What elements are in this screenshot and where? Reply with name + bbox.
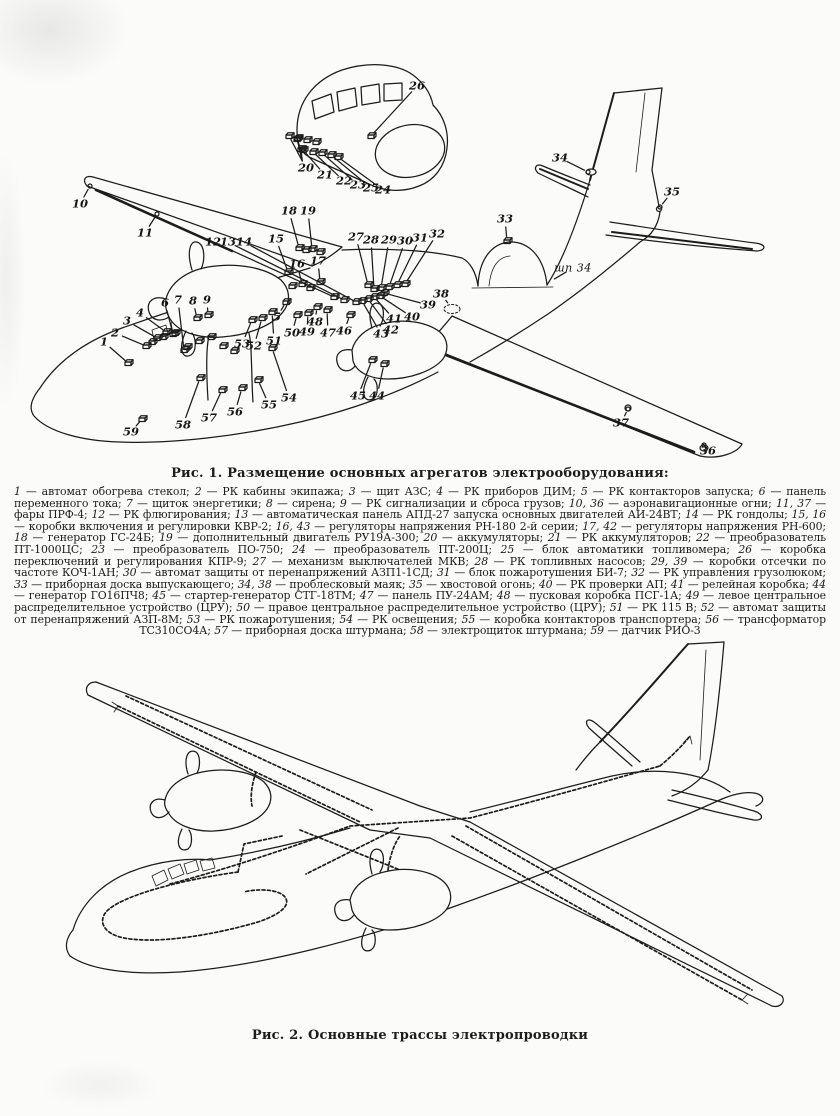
callout-label: 10 [71, 196, 89, 211]
legend-item: 2 — РК кабины экипажа; [194, 485, 349, 498]
callout-label: 26 [408, 78, 426, 93]
callout-label: 17 [309, 253, 327, 268]
callout-label: 46 [335, 323, 353, 338]
equipment-box [353, 312, 355, 318]
leader-line [662, 198, 667, 204]
callout-label: 9 [202, 292, 212, 307]
equipment-box [310, 137, 312, 143]
callout-label: 52 [245, 338, 263, 353]
callout-label: 54 [280, 390, 298, 405]
legend-item: 9 — РК сигнализации и сброса грузов; [339, 496, 569, 510]
legend-item: 3 — щит АЗС; [348, 485, 437, 498]
equipment-box [131, 360, 133, 366]
legend-item: 6 — панель переменного тока; [14, 485, 826, 510]
leader-line [237, 392, 241, 404]
legend-item: 16, 43 — регуляторы напряжения РН-180 2-й серии; [275, 519, 583, 533]
equipment-box [289, 299, 291, 305]
equipment-box [330, 307, 332, 313]
leader-line [446, 300, 448, 302]
legend-item: 14 — РК гондолы; [684, 508, 792, 522]
figure1-caption: Рис. 1. Размещение основных агрегатов электрооборудования: [171, 466, 669, 481]
callout-label: 21 [316, 167, 334, 182]
legend-item: 59 — датчик РИО-3 [590, 624, 701, 638]
leader-line [134, 325, 154, 336]
legend-item: 19 — дополнительный двигатель РУ19А-300; [159, 531, 424, 545]
callout-label: 32 [428, 226, 446, 241]
callout-label: 40 [403, 309, 421, 324]
callout-label: шп 34 [554, 261, 592, 275]
equipment-box [225, 387, 227, 393]
callout-label: 18 [280, 203, 298, 218]
equipment-box [203, 375, 205, 381]
callout-label: 53 [233, 336, 251, 351]
callout-label: 29 [380, 232, 398, 247]
callout-label: 12 [204, 234, 222, 249]
legend-item: 30 — автомат защиты от перенапряжений АЗП1-1СД; [122, 566, 437, 580]
equipment-box [295, 283, 297, 289]
equipment-box [226, 343, 228, 349]
fuselage [31, 177, 640, 442]
leader-line [309, 219, 312, 245]
callout-label: 45 [349, 388, 367, 403]
legend-item: 25 — блок автоматики топливомера; [500, 542, 739, 556]
callout-label: 34 [551, 150, 569, 165]
legend-item: 27 — механизм выключателей МКВ; [252, 554, 475, 568]
leader-line [388, 294, 420, 303]
leader-line [358, 245, 367, 281]
callout-label: 8 [188, 293, 198, 308]
leader-line [260, 384, 266, 398]
tail2 [576, 642, 763, 820]
callout-label: 48 [306, 314, 324, 329]
leader-line [319, 269, 320, 278]
legend-item: 52 — автомат защиты от перенапряжений АЗП-8М; [14, 600, 826, 626]
legend-item: 50 — правое центральное распределительное устройство (ЦРУ); [236, 600, 610, 614]
callout-label: 22 [335, 173, 353, 188]
callout-label: 24 [374, 182, 392, 197]
legend-item: 7 — щиток энергетики; [125, 496, 266, 510]
callout-label: 16 [288, 256, 306, 271]
legend-item: 29, 39 — коробки отсечки по частоте КОЧ-1АН; [14, 554, 826, 580]
legend-item: 48 — пусковая коробка ПСГ-1А; [496, 589, 686, 603]
legend-item: 23 — преобразователь ПО-750; [91, 542, 293, 556]
figure1-drawing [31, 65, 764, 458]
legend-item: 17, 42 — регуляторы напряжения РН-600; [582, 519, 826, 533]
callout-label: 42 [382, 322, 400, 337]
callout-label: 59 [122, 424, 140, 439]
callout-label: 56 [226, 404, 244, 419]
legend-item: 35 — хвостовой огонь; [409, 577, 539, 591]
callout-label: 47 [319, 325, 337, 340]
callout-label: 6 [160, 295, 170, 310]
legend-item: 4 — РК приборов ДИМ; [436, 485, 581, 498]
callout-label: 3 [122, 313, 132, 328]
callout-label: 23 [349, 177, 367, 192]
legend-item: 34, 38 — проблесковый маяк; [237, 577, 410, 591]
equipment-box [316, 149, 318, 155]
legend-item: 8 — сирена; [265, 496, 340, 510]
legend-item: 21 — РК аккумуляторов; [547, 531, 697, 545]
equipment-box [323, 279, 325, 285]
legend-item: 49 — левое центральное распределительное устройство (ЦРУ); [14, 589, 827, 614]
legend-item: 28 — РК топливных насосов; [474, 554, 652, 568]
leader-line [567, 162, 584, 171]
legend-item: 31 — блок пожаротушения БИ-7; [436, 566, 632, 580]
callout-label: 13 [219, 234, 237, 249]
callout-label: 27 [347, 229, 365, 244]
legend-item: 32 — РК управления грузолюком; [631, 566, 826, 580]
equipment-box [510, 238, 512, 244]
leader-line [122, 336, 142, 344]
legend-item: 55 — коробка контакторов транспортера; [461, 612, 706, 626]
callout-label: 28 [362, 232, 380, 247]
callout-label: 19 [299, 203, 317, 218]
callout-label: 5 [272, 309, 282, 324]
equipment-box [261, 377, 263, 383]
leader-line [371, 248, 373, 285]
callout-label: 33 [496, 211, 514, 226]
equipment-box [374, 133, 376, 139]
callout-label: 4 [135, 305, 145, 320]
legend-item: 1 — автомат обогрева стекол; [14, 485, 195, 498]
callout-label: 15 [267, 231, 285, 246]
figure2-caption: Рис. 2. Основные трассы электропроводки [251, 1028, 589, 1043]
nacelle2-near [335, 849, 451, 951]
callout-label: 1 [99, 334, 109, 349]
legend-item: 41 — релейная коробка; [670, 577, 813, 591]
callout-label: 2 [110, 325, 120, 340]
callout-label: 30 [396, 233, 414, 248]
legend-item: 33 — приборная доска выпускающего; [14, 577, 238, 591]
equipment-box [245, 385, 247, 391]
leader-line [273, 352, 286, 391]
legend-item: 22 — преобразователь ПТ-1000ЦС; [14, 531, 826, 556]
legend-item: 56 — трансформатор ТС310СО4А; [139, 612, 827, 638]
callout-label: 37 [612, 415, 630, 430]
callout-label: 50 [283, 325, 301, 340]
leader-line [279, 247, 287, 269]
callout-layer [72, 79, 716, 458]
legend-item: 44 — генератор ГО16ПЧ8; [14, 577, 826, 603]
leader-line [110, 347, 125, 360]
equipment-box [319, 139, 321, 145]
callout-label: 43 [372, 326, 390, 341]
figure1-legend [14, 486, 826, 637]
callout-label: 14 [235, 234, 253, 249]
legend-item: 15, 16 — коробки включения и регулировки КВР-2; [14, 508, 826, 533]
legend-item: 13 — автоматическая панель АПД-27 запуска основных двигателей АИ-24ВТ; [234, 508, 685, 522]
equipment-box [341, 154, 343, 160]
legend-item: 11, 37 — фары ПРФ-4; [14, 496, 826, 522]
figure2-drawing [66, 642, 783, 1006]
leader-line [506, 227, 507, 237]
legend-item: 45 — стартер-генератор СТГ-18ТМ; [152, 589, 360, 603]
equipment-box [300, 312, 302, 318]
legend-item: 51 — РК 115 В; [609, 600, 701, 614]
legend-item: 12 — РК флюгирования; [91, 508, 235, 522]
legend-item: 47 — панель ПУ-24АМ; [359, 589, 497, 603]
legend-item: 10, 36 — аэронавигационные огни; [568, 496, 776, 510]
legend-item: 5 — РК контакторов запуска; [580, 485, 759, 498]
callout-label: 20 [297, 160, 315, 175]
callout-label: 38 [432, 286, 450, 301]
callout-label: 58 [174, 417, 192, 432]
right-wing [426, 316, 742, 457]
callout-label: 51 [265, 333, 283, 348]
legend-item: 18 — генератор ГС-24Б; [14, 531, 160, 545]
callout-label: 11 [136, 225, 154, 240]
equipment-box [302, 245, 304, 251]
equipment-box [325, 150, 327, 156]
legend-item: 58 — электрощиток штурмана; [409, 624, 591, 638]
callout-label: 57 [200, 410, 218, 425]
legend-item: 40 — РК проверки АП; [538, 577, 671, 591]
tail [536, 88, 764, 251]
marker-dot [88, 184, 92, 188]
legend-item: 53 — РК пожаротушения; [186, 612, 340, 626]
leader-line [294, 319, 296, 325]
callout-label: 44 [368, 388, 386, 403]
leader-line [186, 382, 199, 418]
legend-item: 26 — коробка переключений и регулирования КПР-9; [14, 542, 826, 568]
equipment-box [408, 281, 410, 287]
callout-label: 36 [699, 443, 717, 458]
legend-item: 54 — РК освещения; [339, 612, 462, 626]
callout-label: 55 [260, 397, 278, 412]
equipment-box [202, 338, 204, 344]
callout-label: 25 [362, 180, 380, 195]
wiring-routes [103, 696, 752, 1004]
legend-item: 24 — преобразователь ПТ-200Ц; [292, 542, 501, 556]
leader-line [382, 248, 388, 284]
legend-item: 57 — приборная доска штурмана; [214, 624, 410, 638]
nacelle2-far [150, 751, 271, 850]
callout-label: 41 [385, 311, 403, 326]
callout-label: 31 [411, 230, 429, 245]
callout-label: 39 [419, 297, 437, 312]
equipment-box [190, 344, 192, 350]
callout-label: 49 [298, 324, 316, 339]
marker-dot [155, 212, 159, 216]
equipment-box [145, 416, 147, 422]
callout-label: 35 [663, 184, 681, 199]
leader-line [212, 394, 220, 411]
legend-item: 20 — аккумуляторы; [423, 531, 548, 545]
equipment-box [320, 304, 322, 310]
leader-line [291, 219, 298, 244]
callout-label: 7 [173, 292, 183, 307]
